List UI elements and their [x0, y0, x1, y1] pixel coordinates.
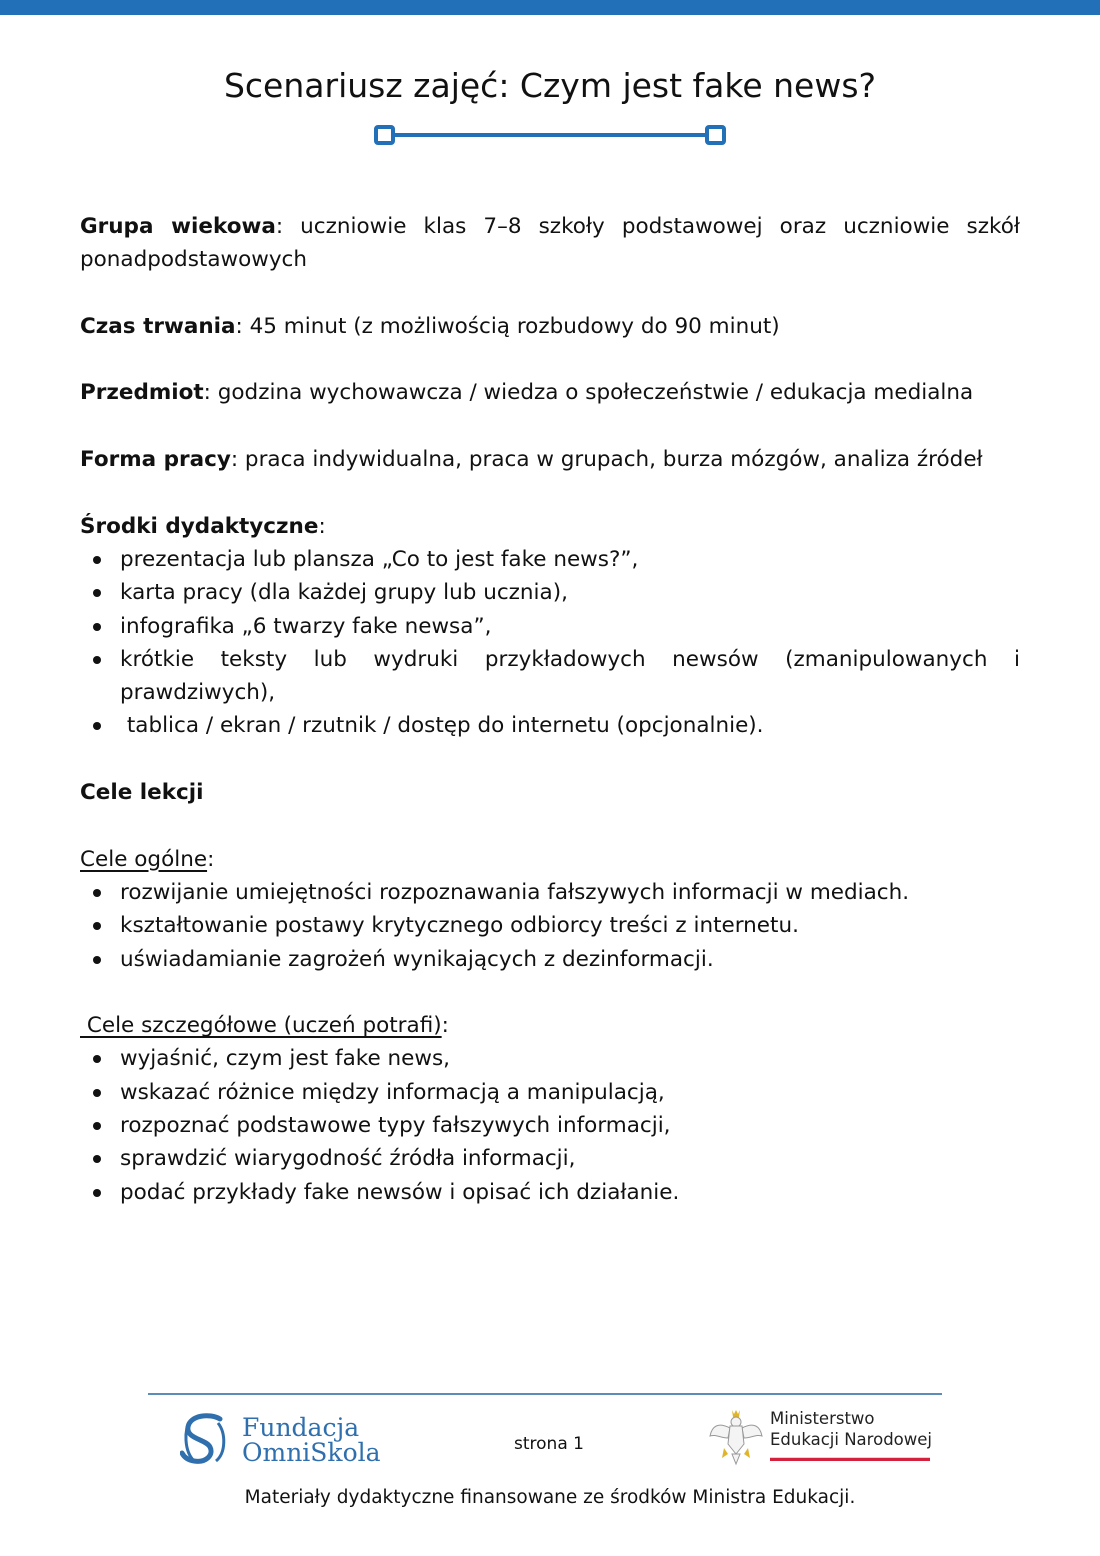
men-line2: Edukacji Narodowej	[770, 1430, 932, 1449]
list-item-text: karta pracy (dla każdej grupy lub ucznia),	[120, 580, 568, 606]
list-item-text: wskazać różnice między informacją a manipulacją,	[120, 1079, 665, 1105]
page-title: Scenariusz zajęć: Czym jest fake news?	[223, 66, 877, 106]
teaching-aids-section	[80, 510, 1020, 743]
bullet-icon	[93, 656, 101, 664]
list-item	[80, 543, 1020, 576]
specific-goals-label: Cele szczegółowe (uczeń potrafi)	[80, 1013, 442, 1039]
list-item	[80, 943, 1020, 976]
bullet-icon	[93, 623, 101, 631]
list-item	[80, 876, 1020, 909]
duration-label: Czas trwania	[80, 313, 236, 339]
list-item-text: uświadamianie zagrożeń wynikających z dezinformacji.	[120, 946, 714, 972]
list-item	[80, 610, 1020, 643]
duration	[80, 310, 1020, 343]
funding-note: Materiały dydaktyczne finansowane ze środków Ministra Edukacji.	[244, 1487, 856, 1508]
subject-value: : godzina wychowawcza / wiedza o społeczeństwie / edukacja medialna	[203, 380, 974, 406]
age-group-label: Grupa wiekowa	[80, 214, 276, 239]
bullet-icon	[93, 922, 101, 930]
teaching-aids-colon: :	[318, 513, 326, 539]
work-form-label: Forma pracy	[80, 447, 231, 473]
omniskola-line1: Fundacja	[242, 1413, 360, 1442]
list-item-text: sprawdzić wiarygodność źródła informacji,	[120, 1146, 576, 1172]
omniskola-s-logo-icon	[180, 1413, 232, 1467]
work-form-value: : praca indywidualna, praca w grupach, burza mózgów, analiza źródeł	[230, 447, 983, 473]
list-item-text: podać przykłady fake newsów i opisać ich działanie.	[120, 1179, 680, 1205]
teaching-aids-list	[80, 543, 1020, 743]
duration-value: : 45 minut (z możliwością rozbudowy do 90 minut)	[235, 313, 780, 339]
work-form	[80, 443, 1020, 476]
general-goals-section	[80, 843, 1020, 976]
list-item-text: tablica / ekran / rzutnik / dostęp do internetu (opcjonalnie).	[120, 713, 764, 739]
footer-divider	[148, 1393, 942, 1395]
age-group-value: : uczniowie klas 7–8 szkoły podstawowej oraz uczniowie szkół ponadpodstawowych	[80, 214, 1020, 273]
list-item-text: rozpoznać podstawowe typy fałszywych informacji,	[120, 1113, 671, 1139]
omniskola-logo	[180, 1410, 381, 1470]
specific-goals-heading	[80, 1009, 1020, 1042]
subject-label: Przedmiot	[80, 380, 204, 406]
list-item	[80, 1076, 1020, 1109]
teaching-aids-label: Środki dydaktyczne	[80, 513, 319, 539]
list-item-text: krótkie teksty lub wydruki przykładowych newsów (zmanipulowanych i prawdziwych),	[120, 646, 1020, 706]
bullet-icon	[93, 1189, 101, 1197]
general-goals-colon: :	[207, 846, 215, 872]
men-line1: Ministerstwo	[770, 1409, 875, 1428]
men-flag-bar	[770, 1455, 930, 1461]
list-item-text: wyjaśnić, czym jest fake news,	[120, 1046, 450, 1072]
list-item-text: rozwijanie umiejętności rozpoznawania fałszywych informacji w mediach.	[120, 879, 910, 905]
age-group	[80, 210, 1020, 277]
specific-goals-list	[80, 1042, 1020, 1208]
bullet-icon	[93, 889, 101, 897]
bullet-icon	[93, 722, 101, 730]
list-item	[80, 1042, 1020, 1075]
list-item	[80, 909, 1020, 942]
list-item	[80, 1109, 1020, 1142]
specific-goals-section	[80, 1009, 1020, 1209]
top-accent-bar	[0, 0, 1100, 15]
list-item	[80, 643, 1020, 710]
general-goals-list	[80, 876, 1020, 976]
list-item-text: infografika „6 twarzy fake newsa”,	[120, 613, 492, 639]
page-number: strona 1	[514, 1434, 584, 1454]
list-item-text: kształtowanie postawy krytycznego odbiorcy treści z internetu.	[120, 913, 799, 939]
general-goals-label: Cele ogólne	[80, 846, 208, 872]
bullet-icon	[93, 556, 101, 564]
bullet-icon	[93, 1122, 101, 1130]
men-logo	[708, 1408, 932, 1466]
list-item	[80, 1142, 1020, 1175]
bullet-icon	[93, 1055, 101, 1063]
bullet-icon	[93, 956, 101, 964]
list-item	[80, 709, 1020, 742]
list-item-text: prezentacja lub plansza „Co to jest fake news?”,	[120, 546, 639, 572]
bullet-icon	[93, 1089, 101, 1097]
goals-heading: Cele lekcji	[80, 780, 204, 806]
general-goals-heading	[80, 843, 1020, 876]
subject	[80, 376, 1020, 409]
bullet-icon	[93, 589, 101, 597]
bullet-icon	[93, 1155, 101, 1163]
omniskola-line2: OmniSkola	[242, 1438, 381, 1467]
list-item	[80, 1176, 1020, 1209]
list-item	[80, 576, 1020, 609]
title-divider-icon	[373, 124, 727, 146]
specific-goals-colon: :	[441, 1013, 449, 1039]
polish-eagle-emblem-icon	[708, 1408, 764, 1466]
teaching-aids-heading	[80, 510, 1020, 543]
lesson-content	[80, 210, 1020, 1209]
